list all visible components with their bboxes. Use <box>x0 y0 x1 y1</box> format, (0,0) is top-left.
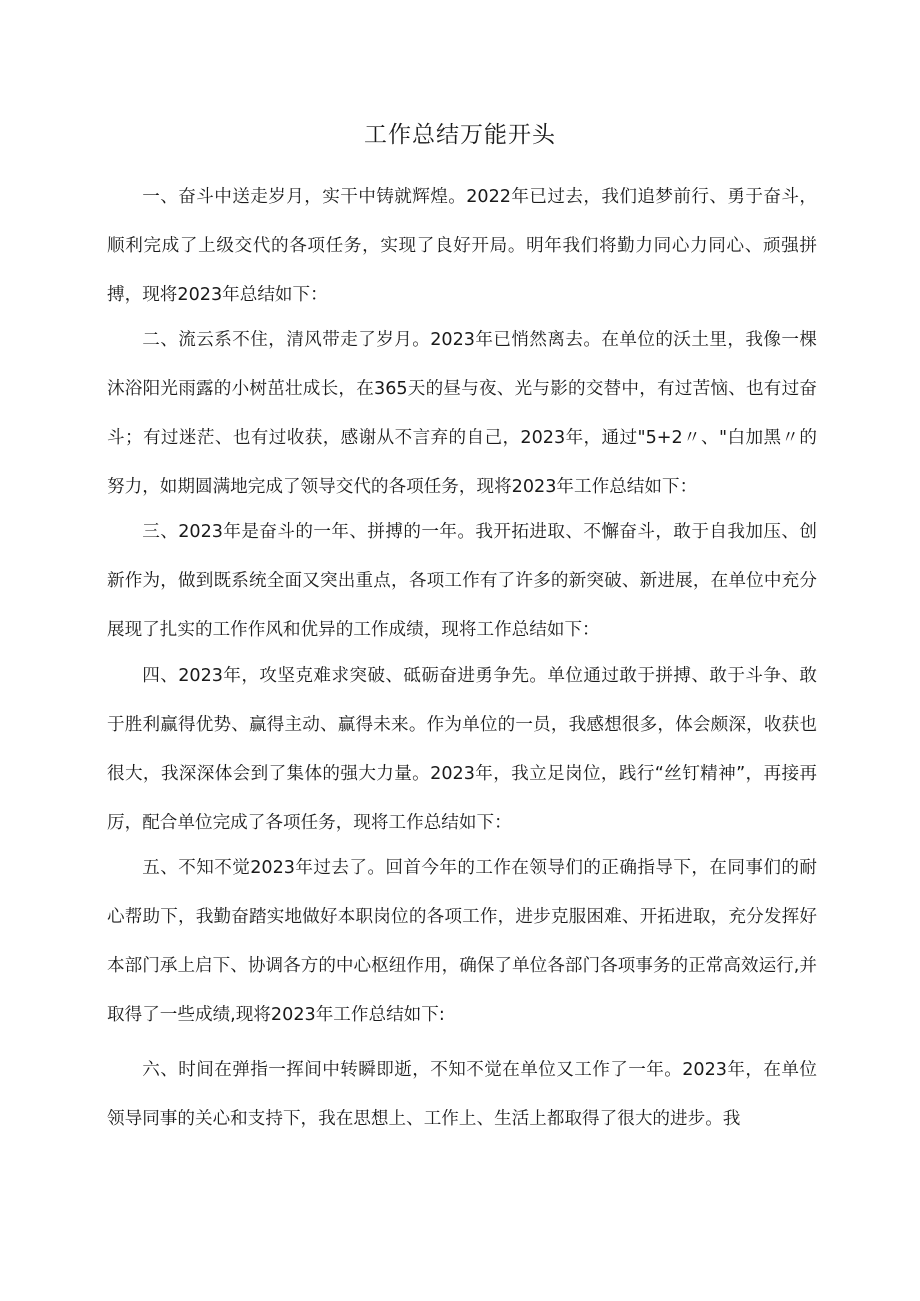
paragraph-1: 一、奋斗中送走岁月，实干中铸就辉煌。2022年已过去，我们追梦前行、勇于奋斗，顺利完成了上级交代的各项任务，实现了良好开局。明年我们将勤力同心力同心、顽强拼搏，现将2023年总结如下： <box>107 187 817 305</box>
document-title: 工作总结万能开头 <box>364 122 556 148</box>
paragraph-3: 三、2023年是奋斗的一年、拼搏的一年。我开拓进取、不懈奋斗，敢于自我加压、创新作为，做到既系统全面又突出重点，各项工作有了许多的新突破、新进展，在单位中充分展现了扎实的工作作风和优异的工作成绩，现将工作总结如下： <box>107 522 817 640</box>
paragraph-6: 六、时间在弹指一挥间中转瞬即逝，不知不觉在单位又工作了一年。2023年，在单位领导同事的关心和支持下，我在思想上、工作上、生活上都取得了很大的进步。我 <box>107 1060 817 1129</box>
paragraph-2: 二、流云系不住，清风带走了岁月。2023年已悄然离去。在单位的沃土里，我像一棵沐浴阳光雨露的小树茁壮成长，在365天的昼与夜、光与影的交替中，有过苦恼、也有过奋斗；有过迷茫、也有过收获，感谢从不言弃的自己，2023年，通过"5+2〃、"白加黑〃的努力，如期圆满地完成了领导交代的各项任务，现将2023年工作总结如下： <box>107 330 817 497</box>
paragraph-4: 四、2023年，攻坚克难求突破、砥砺奋进勇争先。单位通过敢于拼搏、敢于斗争、敢于胜利赢得优势、赢得主动、赢得未来。作为单位的一员，我感想很多，体会颇深，收获也很大，我深深体会到了集体的强大力量。2023年，我立足岗位，践行“丝钉精神”，再接再厉，配合单位完成了各项任务，现将工作总结如下： <box>107 666 817 833</box>
paragraph-5: 五、不知不觉2023年过去了。回首今年的工作在领导们的正确指导下，在同事们的耐心帮助下，我勤奋踏实地做好本职岗位的各项工作，进步克服困难、开拓进取，充分发挥好本部门承上启下、协调各方的中心枢纽作用，确保了单位各部门各项事务的正常高效运行,并取得了一些成绩,现将2023年工作总结如下: <box>107 858 817 1025</box>
